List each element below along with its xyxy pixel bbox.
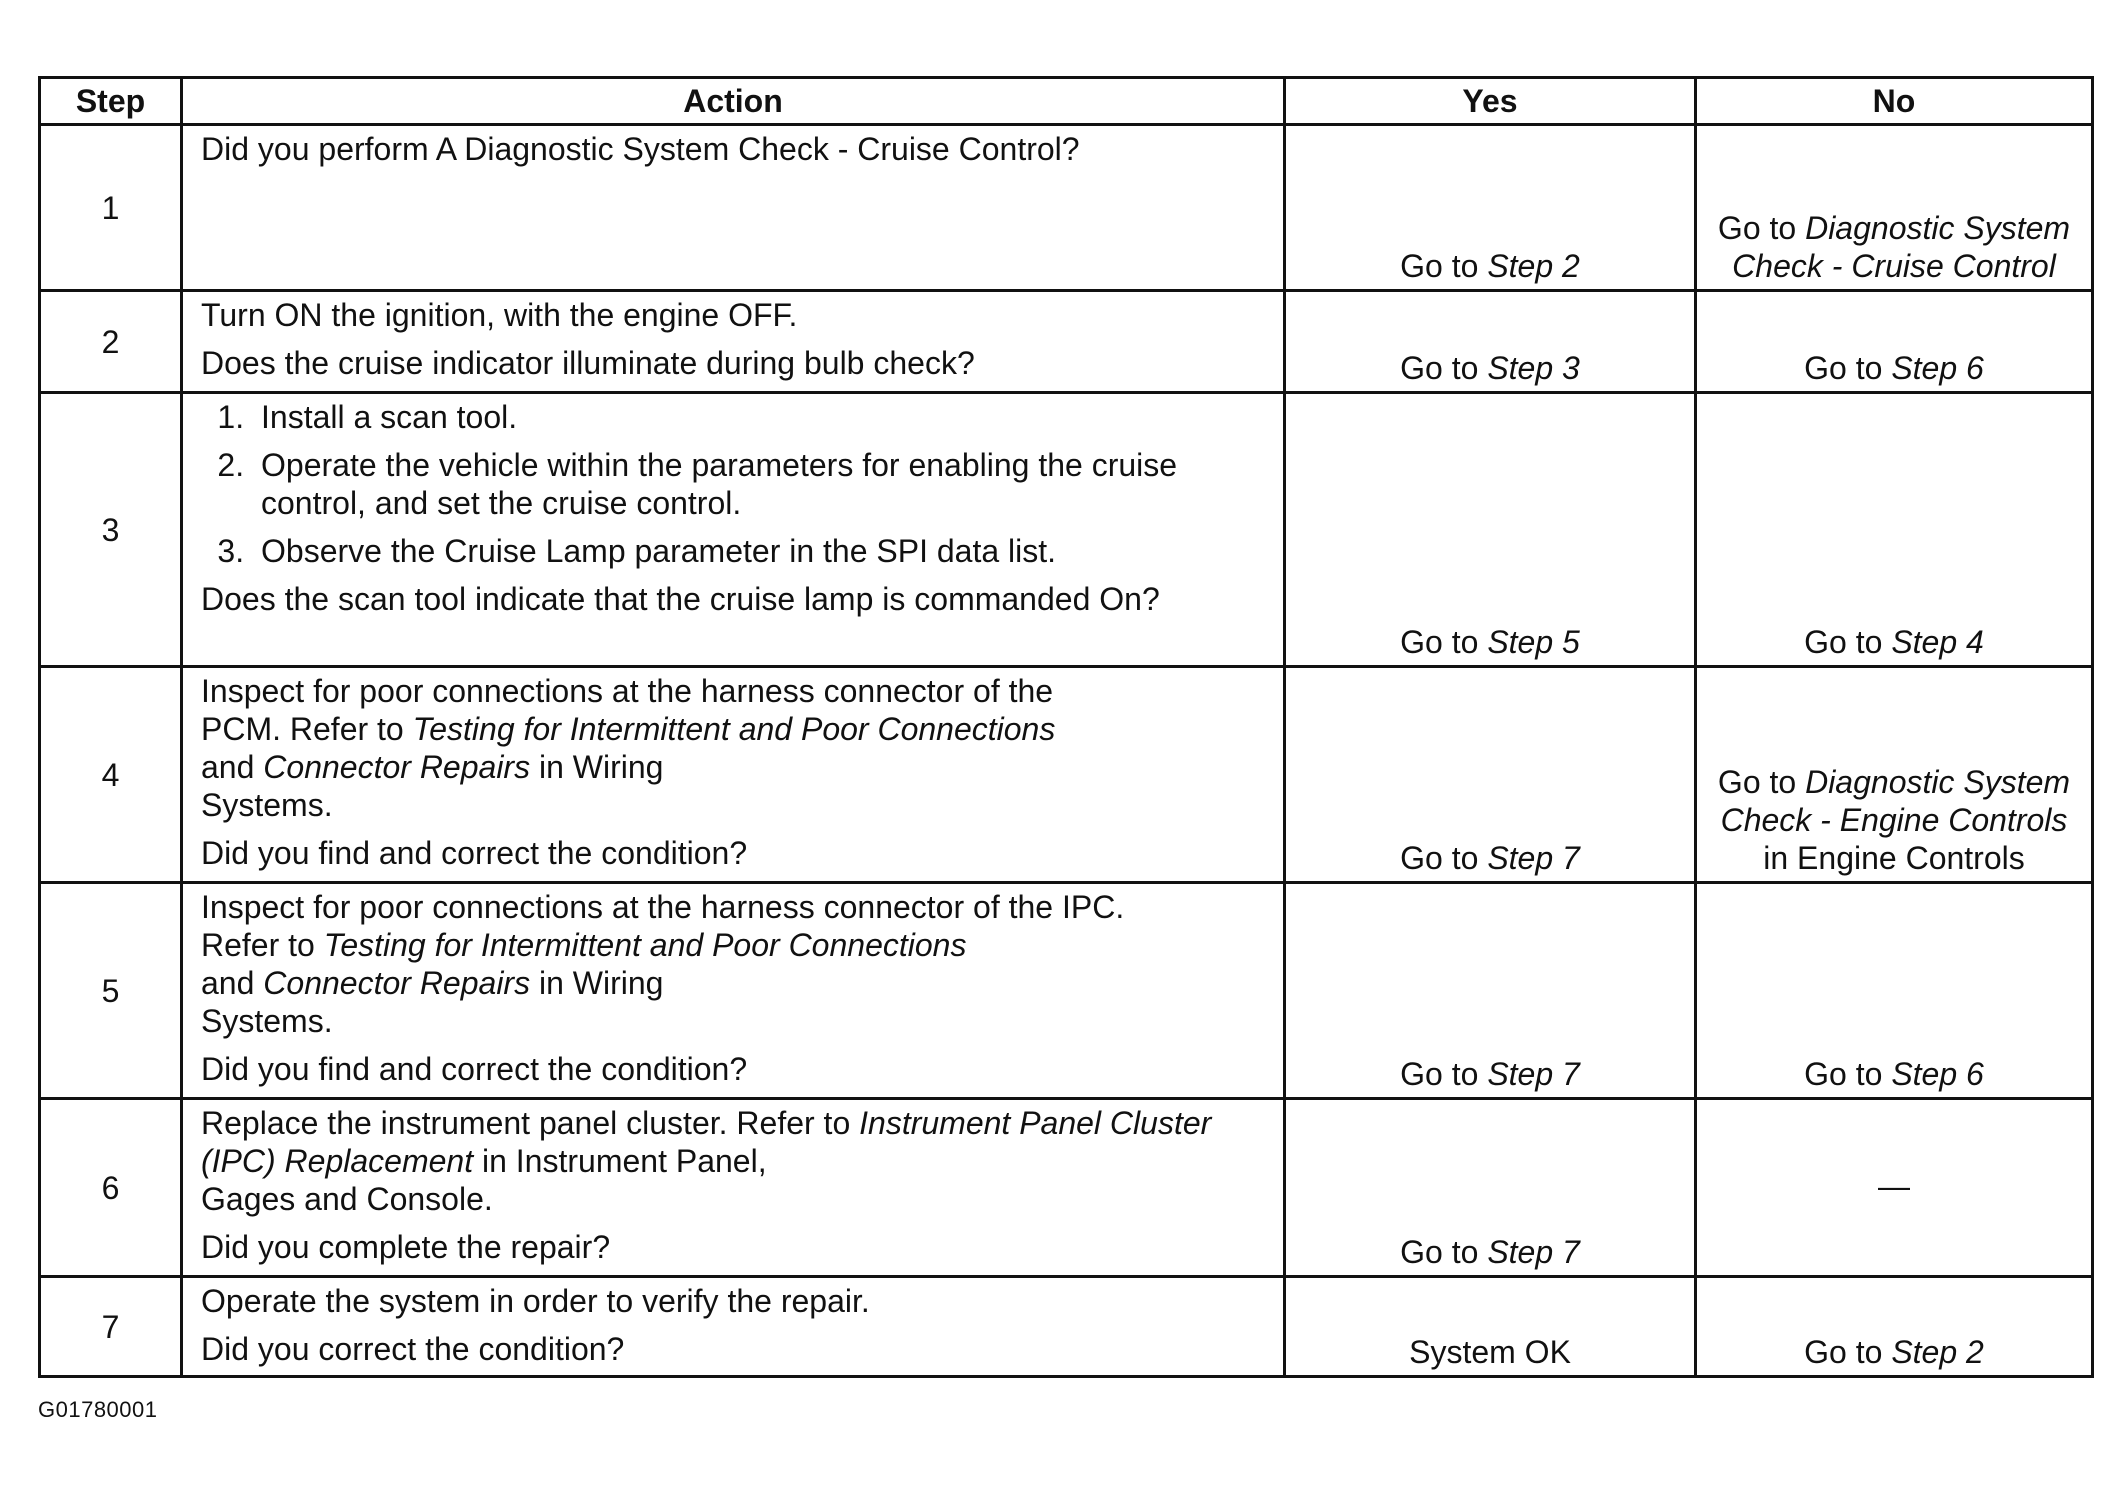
no-step-ref: Step 4 <box>1891 624 1984 660</box>
table-row <box>40 291 2093 393</box>
no-step-ref: Step 6 <box>1891 1056 1984 1092</box>
action-line <box>201 926 1273 964</box>
action-line <box>201 964 1273 1002</box>
yes-cell <box>1285 1277 1696 1377</box>
step-number: 7 <box>40 1277 182 1377</box>
action-text: PCM. Refer to <box>201 711 413 747</box>
action-cell <box>182 393 1285 667</box>
no-dash: — <box>1878 1167 1910 1204</box>
yes-step-ref: Step 7 <box>1487 1234 1580 1270</box>
yes-cell <box>1285 1099 1696 1277</box>
step-number: 1 <box>40 125 182 291</box>
yes-cell <box>1285 393 1696 667</box>
action-cell <box>182 883 1285 1099</box>
action-question: Does the scan tool indicate that the cruise lamp is commanded On? <box>201 581 1160 617</box>
action-question: Did you correct the condition? <box>201 1331 625 1367</box>
action-line <box>201 710 1273 748</box>
no-procedure-ref: Diagnostic System Check - Engine Controls <box>1720 764 2071 838</box>
no-procedure-ref: Diagnostic System Check - Cruise Control <box>1732 210 2071 284</box>
list-item: 2. Operate the vehicle within the parameters for enabling the cruise control, and set the cruise control. <box>253 446 1273 522</box>
yes-prefix: Go to <box>1400 1056 1488 1092</box>
action-cell <box>182 667 1285 883</box>
no-cell <box>1696 125 2093 291</box>
procedure-ref: Testing for Intermittent and Poor Connections <box>323 927 967 963</box>
no-prefix: Go to <box>1804 1334 1892 1370</box>
yes-prefix: Go to <box>1400 248 1488 284</box>
action-instruction: Operate the system in order to verify the repair. <box>201 1283 870 1319</box>
action-text: Replace the instrument panel cluster. Refer to <box>201 1105 860 1141</box>
table-row <box>40 667 2093 883</box>
table-row <box>40 1277 2093 1377</box>
action-question: Does the cruise indicator illuminate during bulb check? <box>201 345 975 381</box>
action-line: Inspect for poor connections at the harness connector of the IPC. <box>201 889 1125 925</box>
procedure-ref: Connector Repairs <box>263 965 531 1001</box>
action-section: Systems. <box>201 1003 333 1039</box>
procedure-ref: Connector Repairs <box>263 749 531 785</box>
action-line <box>201 1104 1273 1180</box>
yes-prefix: Go to <box>1400 624 1488 660</box>
no-prefix: Go to <box>1804 1056 1892 1092</box>
list-item: 3. Observe the Cruise Lamp parameter in the SPI data list. <box>253 532 1273 570</box>
action-line: Inspect for poor connections at the harness connector of the <box>201 673 1054 709</box>
diagnostic-table <box>38 76 2094 1378</box>
no-cell <box>1696 393 2093 667</box>
no-step-ref: Step 6 <box>1891 350 1984 386</box>
no-cell <box>1696 883 2093 1099</box>
action-instruction: Turn ON the ignition, with the engine OFF. <box>201 297 798 333</box>
no-cell <box>1696 1277 2093 1377</box>
action-question: Did you find and correct the condition? <box>201 835 748 871</box>
step-number: 6 <box>40 1099 182 1277</box>
table-row <box>40 393 2093 667</box>
header-yes: Yes <box>1285 78 1696 125</box>
no-prefix: Go to <box>1717 210 1806 246</box>
yes-prefix: Go to <box>1400 840 1488 876</box>
step-number: 2 <box>40 291 182 393</box>
header-step: Step <box>40 78 182 125</box>
yes-cell <box>1285 125 1696 291</box>
action-cell <box>182 291 1285 393</box>
header-no: No <box>1696 78 2093 125</box>
action-text: in Wiring <box>530 965 664 1001</box>
procedure-ref: Testing for Intermittent and Poor Connections <box>412 711 1056 747</box>
action-text: and <box>201 749 264 785</box>
action-cell <box>182 1277 1285 1377</box>
table-row <box>40 125 2093 291</box>
action-section: Systems. <box>201 787 333 823</box>
header-row <box>40 78 2093 125</box>
yes-step-ref: Step 2 <box>1487 248 1580 284</box>
yes-cell <box>1285 291 1696 393</box>
yes-step-ref: Step 7 <box>1487 1056 1580 1092</box>
yes-prefix: Go to <box>1400 1234 1488 1270</box>
action-section: Gages and Console. <box>201 1181 493 1217</box>
action-question: Did you perform A Diagnostic System Check - Cruise Control? <box>201 131 1080 167</box>
no-cell <box>1696 1099 2093 1277</box>
no-step-ref: Step 2 <box>1891 1334 1984 1370</box>
no-cell <box>1696 667 2093 883</box>
figure-id: G01780001 <box>38 1397 158 1422</box>
action-line <box>201 748 1273 786</box>
header-action: Action <box>182 78 1285 125</box>
yes-text: System OK <box>1409 1334 1571 1370</box>
no-suffix: in Engine Controls <box>1763 840 2025 876</box>
step-number: 4 <box>40 667 182 883</box>
no-prefix: Go to <box>1717 764 1806 800</box>
action-text: in Wiring <box>530 749 664 785</box>
yes-step-ref: Step 5 <box>1487 624 1580 660</box>
action-question: Did you complete the repair? <box>201 1229 611 1265</box>
action-cell <box>182 1099 1285 1277</box>
action-steps-list <box>201 398 1273 570</box>
procedure-ref: Instrument Panel Cluster (IPC) Replacement <box>201 1105 1212 1179</box>
table-row <box>40 883 2093 1099</box>
no-cell <box>1696 291 2093 393</box>
step-number: 5 <box>40 883 182 1099</box>
list-item: 1. Install a scan tool. <box>253 398 1273 436</box>
action-cell <box>182 125 1285 291</box>
action-text: in Instrument Panel, <box>473 1143 767 1179</box>
no-prefix: Go to <box>1804 350 1892 386</box>
yes-cell <box>1285 667 1696 883</box>
table-row <box>40 1099 2093 1277</box>
yes-cell <box>1285 883 1696 1099</box>
step-number: 3 <box>40 393 182 667</box>
action-text: and <box>201 965 264 1001</box>
no-prefix: Go to <box>1804 624 1892 660</box>
action-question: Did you find and correct the condition? <box>201 1051 748 1087</box>
yes-prefix: Go to <box>1400 350 1488 386</box>
yes-step-ref: Step 7 <box>1487 840 1580 876</box>
yes-step-ref: Step 3 <box>1487 350 1580 386</box>
action-text: Refer to <box>201 927 324 963</box>
